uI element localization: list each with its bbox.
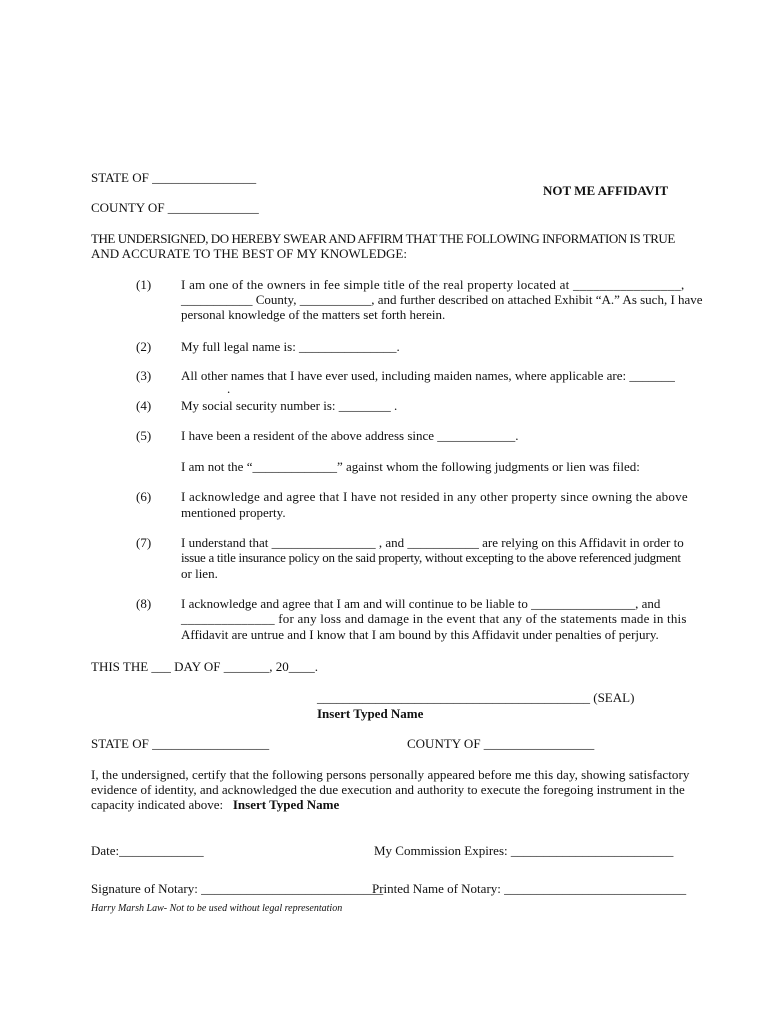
item-4-line-1: My social security number is: ________ . bbox=[181, 398, 398, 413]
not-me-line: I am not the “_____________” against whom the following judgments or lien was filed: bbox=[181, 459, 640, 474]
certification-line-2: evidence of identity, and acknowledged the due execution and authority to execute the foregoing instrument in the bbox=[91, 782, 685, 797]
item-1-line-2: ___________ County, ___________, and further described on attached Exhibit “A.” As such, I have bbox=[181, 292, 703, 307]
item-number: (6) bbox=[136, 489, 152, 504]
commission-expires-field: My Commission Expires: _________________________ bbox=[374, 843, 674, 858]
county-field: COUNTY OF ______________ bbox=[91, 200, 259, 215]
notary-county-field: COUNTY OF _________________ bbox=[407, 736, 595, 751]
item-6-line-2: mentioned property. bbox=[181, 505, 286, 520]
item-1-line-3: personal knowledge of the matters set forth herein. bbox=[181, 307, 446, 322]
item-number: (4) bbox=[136, 398, 152, 413]
certification-typed-name: Insert Typed Name bbox=[232, 797, 340, 812]
item-number: (1) bbox=[136, 277, 152, 292]
item-8-line-1: I acknowledge and agree that I am and will continue to be liable to ________________, and bbox=[181, 596, 661, 611]
item-1-line-1: I am one of the owners in fee simple title of the real property located at ________________, bbox=[181, 277, 685, 292]
item-6-line-1: I acknowledge and agree that I have not resided in any other property since owning the above bbox=[181, 489, 688, 504]
certification-capacity-text: capacity indicated above: bbox=[91, 797, 224, 812]
certification-line-1: I, the undersigned, certify that the following persons personally appeared before me this day, showing satisfactory bbox=[91, 767, 690, 782]
notary-state-field: STATE OF __________________ bbox=[91, 736, 270, 751]
item-number: (7) bbox=[136, 535, 152, 550]
document-title: NOT ME AFFIDAVIT bbox=[543, 183, 669, 198]
intro-line-1: THE UNDERSIGNED, DO HEREBY SWEAR AND AFFIRM THAT THE FOLLOWING INFORMATION IS TRUE bbox=[91, 231, 675, 246]
item-8-line-2: ______________ for any loss and damage in the event that any of the statements made in this bbox=[181, 611, 687, 626]
intro-line-2: AND ACCURATE TO THE BEST OF MY KNOWLEDGE: bbox=[91, 246, 407, 261]
item-7-line-3: or lien. bbox=[181, 566, 218, 581]
signature-line: __________________________________________ (SEAL) bbox=[317, 690, 635, 705]
item-2-line-1: My full legal name is: _______________. bbox=[181, 339, 400, 354]
signer-typed-name: Insert Typed Name bbox=[317, 706, 424, 721]
item-3-line-2: . bbox=[227, 381, 231, 396]
notary-date-field: Date:_____________ bbox=[91, 843, 204, 858]
notary-printed-name-field: Printed Name of Notary: ____________________________ bbox=[372, 881, 687, 896]
state-field: STATE OF ________________ bbox=[91, 170, 257, 185]
notary-signature-field: Signature of Notary: ____________________________ bbox=[91, 881, 384, 896]
footer-disclaimer: Harry Marsh Law- Not to be used without legal representation bbox=[91, 903, 343, 914]
item-3-line-1: All other names that I have ever used, including maiden names, where applicable are: _______ bbox=[181, 368, 675, 383]
item-7-line-1: I understand that ________________ , and ___________ are relying on this Affidavit in order to bbox=[181, 535, 684, 550]
item-number: (5) bbox=[136, 428, 152, 443]
certification-line-3 bbox=[91, 797, 339, 813]
item-7-line-2: issue a title insurance policy on the said property, without excepting to the above referenced judgment bbox=[181, 550, 681, 565]
item-number: (3) bbox=[136, 368, 152, 383]
item-number: (8) bbox=[136, 596, 152, 611]
item-5-line-1: I have been a resident of the above address since ____________. bbox=[181, 428, 519, 443]
execution-date-line: THIS THE ___ DAY OF _______, 20____. bbox=[91, 659, 319, 674]
item-8-line-3: Affidavit are untrue and I know that I am bound by this Affidavit under penalties of perjury. bbox=[181, 627, 659, 642]
item-number: (2) bbox=[136, 339, 152, 354]
